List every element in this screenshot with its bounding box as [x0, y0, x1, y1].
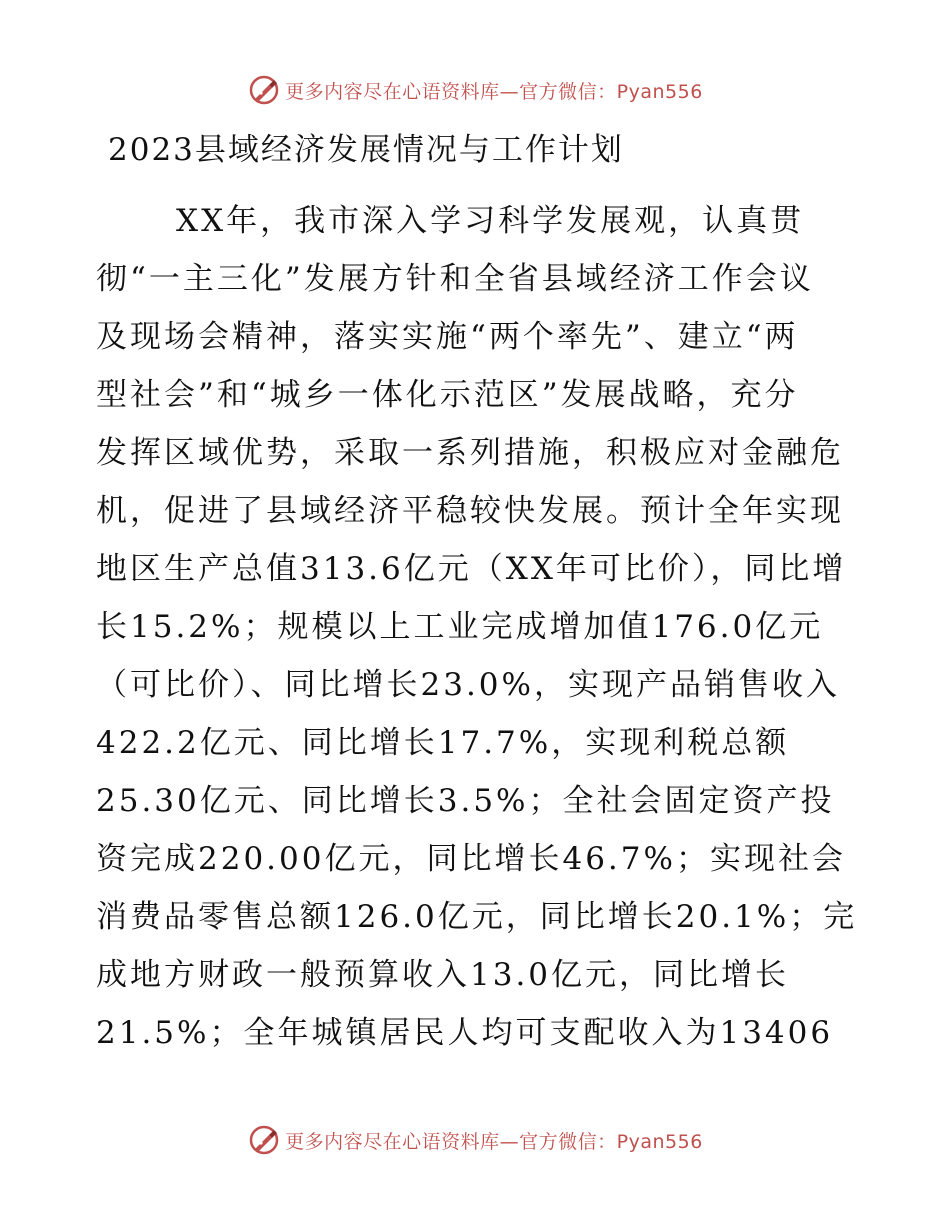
document-body: [96, 192, 866, 1062]
watermark-text: 更多内容尽在心语资料库—官方微信：Pyan556: [285, 80, 703, 103]
body-line: XX年，我市深入学习科学发展观，认真贯: [176, 203, 805, 239]
pen-logo-icon: [247, 73, 281, 107]
body-line: 彻“一主三化”发展方针和全省县域经济工作会议: [96, 261, 814, 297]
body-line: 地区生产总值313.6亿元（XX年可比价），同比增: [96, 551, 847, 587]
body-line: 机，促进了县域经济平稳较快发展。预计全年实现: [96, 493, 844, 529]
footer-watermark-banner: [0, 1120, 950, 1160]
body-line: 消费品零售总额126.0亿元，同比增长20.1%；完: [96, 899, 858, 935]
body-line: 发挥区域优势，采取一系列措施，积极应对金融危: [96, 435, 844, 471]
body-line: 资完成220.00亿元，同比增长46.7%；实现社会: [96, 841, 846, 877]
body-line: 长15.2%；规模以上工业完成增加值176.0亿元: [96, 609, 824, 645]
body-line: 21.5%；全年城镇居民人均可支配收入为13406: [96, 1015, 834, 1051]
body-line: 型社会”和“城乡一体化示范区”发展战略，充分: [96, 377, 799, 413]
body-line: 成地方财政一般预算收入13.0亿元，同比增长: [96, 957, 790, 993]
document-title: 2023县域经济发展情况与工作计划: [108, 132, 624, 168]
body-line: （可比价）、同比增长23.0%，实现产品销售收入: [96, 667, 840, 703]
header-watermark-banner: [0, 70, 950, 110]
pen-logo-icon: [247, 1123, 281, 1157]
body-line: 25.30亿元、同比增长3.5%；全社会固定资产投: [96, 783, 835, 819]
body-line: 422.2亿元、同比增长17.7%，实现利税总额: [96, 725, 790, 761]
watermark-text: 更多内容尽在心语资料库—官方微信：Pyan556: [285, 1130, 703, 1153]
body-line: 及现场会精神，落实实施“两个率先”、建立“两: [96, 319, 799, 355]
